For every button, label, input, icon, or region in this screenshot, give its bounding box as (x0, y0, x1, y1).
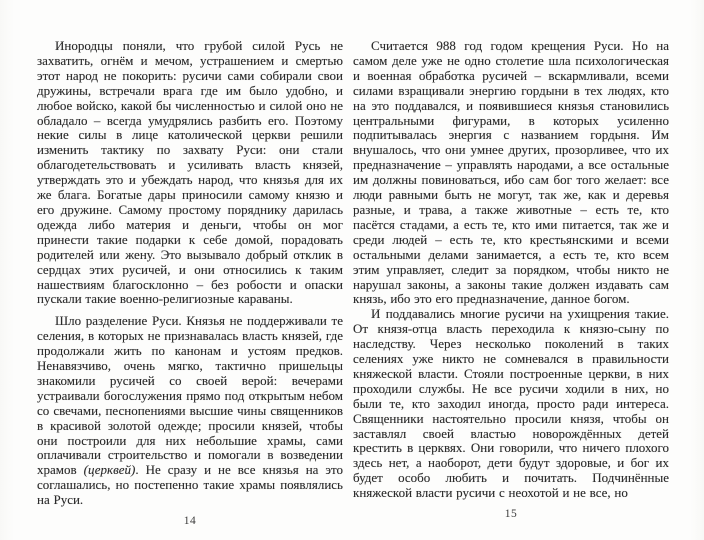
paragraph-text: Шло разделение Руси. Князья не поддерживали те селения, в которых не признавалась власть князей, где продолжали жить по канонам и устоям предков. Ненавязчиво, очень мягко, тактично пришельцы знакомили русичей со своей верой: вечерами устраивали богослужения прямо под открытым небом со свечами, песнопениями высшие чины священников в красивой золотой одежде; просили князей, чтобы они построили для них небольшие храмы, сами оплачивали строительство и помогали в возведении храмов (37, 313, 343, 478)
book-page-left (37, 39, 343, 527)
paragraph-text: . Не сразу и не все князья на это соглашались, но постепенно такие храмы появлялись на Руси. (37, 462, 343, 508)
paragraph-text: Считается 988 год годом крещения Руси. Но на самом деле уже не одно столетие шла психологическая и военная обработка русичей – вскармливали, всеми силами взращивали энергию гордыни в тех людях, кто на это поддавался, и появившиеся князья становились центральными фигурами, в которых усиленно подпитывалась энергия с названием гордыня. Им внушалось, что они умнее других, прозорливее, что их предназначение – управлять народами, а все остальные им должны повиноваться, ибо сам бог того желает: все люди равными быть не могут, так же, как и деревья разные, и трава, а также животные – есть те, кто пасётся стадами, а есть те, кто ими питается, так же и среди людей – есть те, кто крестьянскими и всеми остальными делами занимается, а есть те, кто всем этим управляет, следит за порядком, чтобы никто не нарушал законы, а законы такие должен издавать сам князь, ибо это его предназначение, данное богом. (353, 38, 669, 307)
paragraph-text: И поддавались многие русичи на ухищрения такие. От князя-отца власть переходила к князю-сыну по наследству. Через несколько поколений в таких селениях уже никто не сомневался в правильности княжеской власти. Стояли построенные церкви, в них проходили службы. Не все русичи ходили в них, но были те, кто заходил иногда, просто ради интереса. Священники настоятельно просили князя, чтобы он заставлял своей властью новорождённых детей крестить в церквях. Они говорили, что ничего плохого здесь нет, а наоборот, дети будут здоровые, и бог их будет особо любить и почитать. Подчинённые княжеской власти русичи с неохотой и не все, но (353, 306, 669, 501)
book-page-right (353, 39, 669, 520)
page-number-left: 14 (183, 515, 197, 528)
paragraph (37, 314, 343, 508)
paragraph (37, 39, 343, 307)
paragraph (353, 39, 669, 307)
page-number-right: 15 (504, 508, 518, 521)
paragraph-italic-text: (церквей) (83, 462, 136, 478)
paragraph-text: Инородцы поняли, что грубой силой Русь не захватить, огнём и мечом, устрашением и смертью этот народ не покорить: русичи сами собирали свои дружины, встречали врага где им было удобно, и любое войско, какой бы численностью и силой оно не обладало – всегда умудрялись разбить его. Поэтому некие силы в лице католической церкви решили изменить тактику по захвату Руси: они стали облагодетельствовать и усиливать власть князей, утверждать это и убеждать народ, что князья для их же блага. Богатые дары приносили самому князю и его дружине. Самому простому поряднику дарилась одежда либо материя и деньги, чтобы он мог принести такие подарки к себе домой, порадовать родителей или жену. Это вызывало добрый отклик в сердцах этих русичей, и они относились к таким нашествиям благосклонно – без робости и опаски пускали такие военно-религиозные караваны. (37, 38, 343, 307)
paragraph (353, 307, 669, 501)
